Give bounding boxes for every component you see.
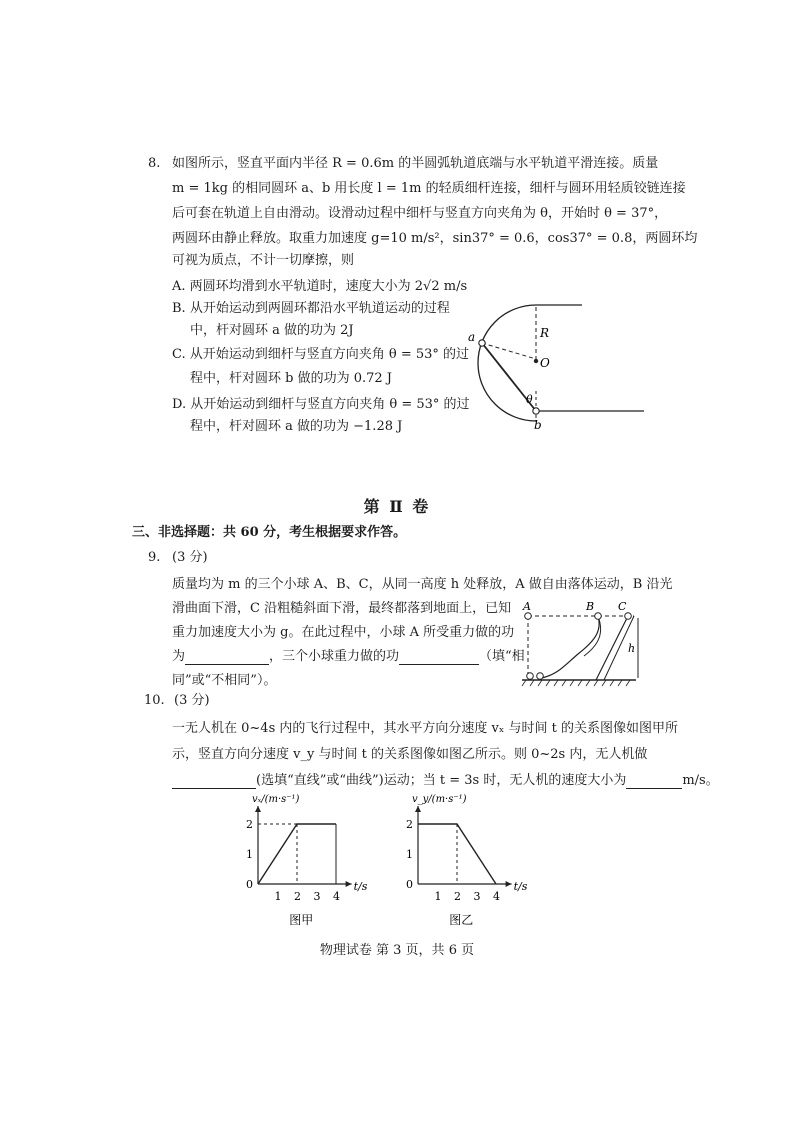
ball-A <box>525 613 532 620</box>
x-tick-label: 4 <box>493 890 500 903</box>
chart-yi <box>392 794 542 930</box>
smooth-curve <box>542 616 599 678</box>
x-tick-label: 2 <box>454 890 461 903</box>
x-axis-label: t/s <box>353 880 368 893</box>
x-tick-label: 1 <box>434 890 442 903</box>
x-tick-label: 2 <box>294 890 301 903</box>
q8-semicircle-figure <box>460 295 650 435</box>
y-tick-label: 1 <box>406 848 413 861</box>
center-point <box>534 359 538 363</box>
q8-option-c-line2: 程中，杆对圆环 b 做的功为 0.72 J <box>190 371 393 386</box>
q9-blank-1[interactable] <box>185 650 269 665</box>
label-C: C <box>618 600 627 613</box>
label-a: a <box>468 330 476 344</box>
q8-line4: 两圆环由静止释放。取重力加速度 g=10 m/s²，sin37° = 0.6，cos37° = 0.8，两圆环均 <box>172 231 698 246</box>
x-axis-arrow <box>346 881 352 887</box>
q8-line1: 如图所示，竖直平面内半径 R = 0.6m 的半圆弧轨道底端与水平轨道平滑连接。质量 <box>172 156 659 171</box>
chart-jia <box>232 794 382 930</box>
q8-option-b-line2: 中，杆对圆环 a 做的功为 2J <box>190 323 354 338</box>
q9-line4-end: （填“相 <box>479 649 525 664</box>
y-tick-label: 2 <box>246 818 253 831</box>
q10-line1: 一无人机在 0~4s 内的飞行过程中，其水平方向分速度 vₓ 与时间 t 的关系图像如图甲所 <box>172 721 678 736</box>
page-footer: 物理试卷 第 3 页，共 6 页 <box>319 943 475 958</box>
q9-line1: 质量均为 m 的三个小球 A、B、C，从同一高度 h 处释放，A 做自由落体运动，B 沿光 <box>172 577 673 592</box>
q8-option-b-line1: B. 从开始运动到两圆环都沿水平轨道运动的过程 <box>172 301 450 316</box>
y-axis-arrow <box>255 806 261 812</box>
label-b: b <box>534 418 542 432</box>
q10-number: 10. <box>144 693 165 708</box>
q8-number: 8. <box>148 156 161 171</box>
y-tick-label: 2 <box>406 818 413 831</box>
q10-line3-mid: (选填“直线”或“曲线”)运动；当 t = 3s 时，无人机的速度大小为 <box>256 773 627 788</box>
ring-b <box>533 408 539 414</box>
q8-line2: m = 1kg 的相同圆环 a、b 用长度 l = 1m 的轻质细杆连接，细杆与圆环用轻质铰链连接 <box>172 181 686 196</box>
q10-line3-end: m/s。 <box>682 773 719 788</box>
q9-blank-2[interactable] <box>399 650 479 665</box>
ball-C <box>625 613 632 620</box>
y-axis-label: vₓ/(m·s⁻¹) <box>252 794 300 805</box>
q10-line2: 示，竖直方向分速度 v_y 与时间 t 的关系图像如图乙所示。则 0~2s 内，无人机做 <box>172 747 648 762</box>
q8-option-a: A. 两圆环均滑到水平轨道时，速度大小为 2√2 m/s <box>172 279 468 294</box>
x-tick-label: 1 <box>274 890 282 903</box>
q9-line4 <box>172 648 525 665</box>
q9-balls-figure <box>514 596 644 688</box>
q9-score: (3 分) <box>172 550 208 565</box>
q8-option-d-line2: 程中，杆对圆环 a 做的功为 −1.28 J <box>190 419 403 434</box>
x-tick-label: 3 <box>313 890 321 903</box>
ground-hatching <box>522 680 630 686</box>
label-A: A <box>523 600 531 613</box>
smooth-curve-edge <box>584 616 601 656</box>
ring-a <box>479 340 485 346</box>
ball-B <box>595 613 602 620</box>
q10-line3 <box>172 772 719 789</box>
label-R: R <box>540 326 550 340</box>
q8-line5: 可视为质点，不计一切摩擦，则 <box>172 253 355 268</box>
q9-number: 9. <box>148 550 161 565</box>
y-tick-label: 1 <box>246 848 253 861</box>
q9-line4-mid: ，三个小球重力做的功 <box>269 649 400 664</box>
label-h: h <box>628 642 636 655</box>
q10-score: (3 分) <box>174 693 210 708</box>
q8-option-c-line1: C. 从开始运动到细杆与竖直方向夹角 θ = 53° 的过 <box>172 347 470 362</box>
q10-blank-1[interactable] <box>172 774 256 789</box>
section-heading: 三、非选择题：共 60 分，考生根据要求作答。 <box>132 525 407 540</box>
label-theta: θ <box>526 393 533 406</box>
chart-caption: 图乙 <box>449 913 474 927</box>
ball-landed-1 <box>527 673 534 680</box>
horizontal-dashed <box>482 343 536 359</box>
q8-option-d-line1: D. 从开始运动到细杆与竖直方向夹角 θ = 53° 的过 <box>172 397 470 412</box>
x-axis-label: t/s <box>513 880 528 893</box>
x-tick-label: 4 <box>333 890 340 903</box>
y-tick-label: 0 <box>246 878 253 891</box>
x-axis-arrow <box>506 881 512 887</box>
y-tick-label: 0 <box>406 878 413 891</box>
ball-landed-2 <box>537 673 544 680</box>
q8-line3: 后可套在轨道上自由滑动。设滑动过程中细杆与竖直方向夹角为 θ，开始时 θ = 37°， <box>172 206 668 221</box>
q9-line2: 滑曲面下滑，C 沿粗糙斜面下滑，最终都落到地面上，已知 <box>172 601 512 616</box>
q9-line5: 同”或“不相同”）。 <box>172 673 277 688</box>
q9-line4-start: 为 <box>172 649 186 664</box>
x-tick-label: 3 <box>473 890 481 903</box>
label-O: O <box>540 356 550 370</box>
label-B: B <box>586 600 595 613</box>
q9-line3: 重力加速度大小为 g。在此过程中，小球 A 所受重力做的功 <box>172 625 515 640</box>
chart-caption: 图甲 <box>289 913 314 927</box>
y-axis-label: v_y/(m·s⁻¹) <box>412 794 467 805</box>
y-axis-arrow <box>415 806 421 812</box>
section-title: 第 Ⅱ 卷 <box>363 497 431 516</box>
q10-blank-2[interactable] <box>626 774 682 789</box>
